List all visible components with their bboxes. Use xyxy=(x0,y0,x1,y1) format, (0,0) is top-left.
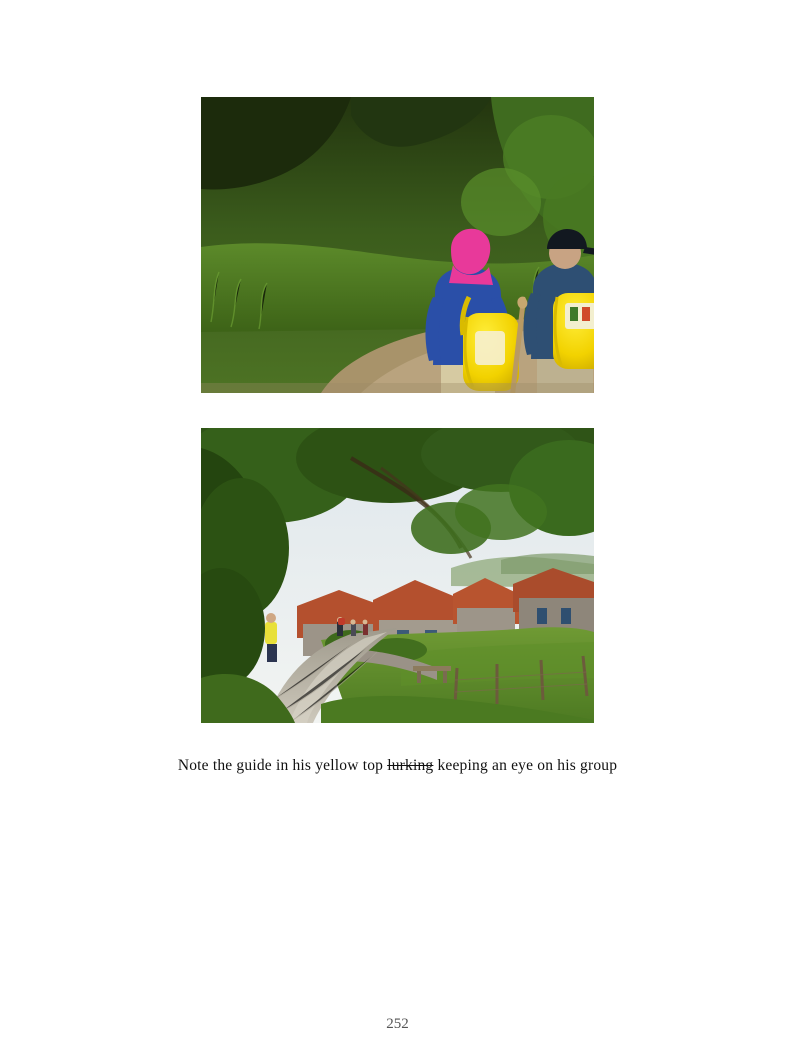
caption-text-after: keeping an eye on his group xyxy=(433,757,618,774)
figure-caption xyxy=(0,757,795,775)
page-number: 252 xyxy=(386,1016,409,1032)
caption-struck-word: lurking xyxy=(387,757,434,774)
caption-text-before: Note the guide in his yellow top xyxy=(177,757,388,774)
hikers-with-yellow-backpacks-photo xyxy=(201,97,594,393)
stone-village-path-photo xyxy=(201,428,594,723)
hikers-photo-graphic xyxy=(201,97,594,393)
village-photo-graphic xyxy=(201,428,594,723)
